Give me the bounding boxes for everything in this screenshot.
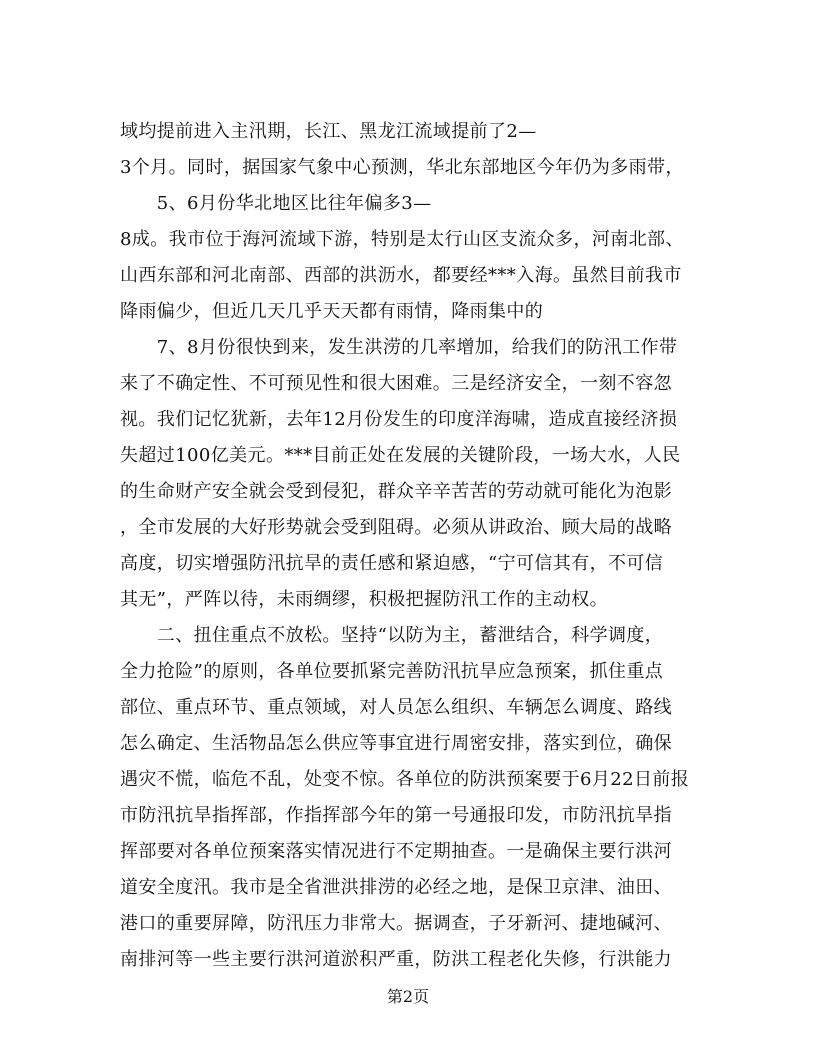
text-line: 其无”，严阵以待，未雨绸缪，积极把握防汛工作的主动权。: [120, 589, 608, 610]
text-line: ，全市发展的大好形势就会受到阻碍。必须从讲政治、顾大局的战略: [120, 517, 672, 538]
page-number: 第2页: [386, 987, 430, 1006]
text-line: 遇灾不慌，临危不乱，处变不惊。各单位的防洪预案要于6月22日前报: [120, 769, 690, 790]
text-line: 3个月。同时，据国家气象中心预测，华北东部地区今年仍为多雨带，: [120, 157, 684, 178]
text-line: 失超过100亿美元。***目前正处在发展的关键阶段，一场大水，人民: [120, 445, 681, 466]
text-line: 来了不确定性、不可预见性和很大困难。三是经济安全，一刻不容忽: [120, 373, 672, 394]
text-line: 域均提前进入主汛期，长江、黑龙江流域提前了2—: [120, 121, 537, 142]
text-line: 怎么确定、生活物品怎么供应等事宜进行周密安排，落实到位，确保: [120, 733, 672, 754]
text-line: 港口的重要屏障，防汛压力非常大。据调查，子牙新河、捷地碱河、: [120, 913, 672, 934]
text-line: 部位、重点环节、重点领域，对人员怎么组织、车辆怎么调度、路线: [120, 697, 672, 718]
text-line: 二、扭住重点不放松。坚持“以防为主，蓄泄结合，科学调度，: [120, 625, 664, 646]
text-line: 视。我们记忆犹新，去年12月份发生的印度洋海啸，造成直接经济损: [120, 409, 678, 430]
text-line: 挥部要对各单位预案落实情况进行不定期抽查。一是确保主要行洪河: [120, 841, 672, 862]
text-line: 降雨偏少，但近几天几乎天天都有雨情，降雨集中的: [120, 301, 544, 322]
text-line: 5、6月份华北地区比往年偏多3—: [120, 193, 432, 214]
text-line: 南排河等一些主要行洪河道淤积严重，防洪工程老化失修，行洪能力: [120, 949, 672, 970]
text-line: 的生命财产安全就会受到侵犯，群众辛辛苦苦的劳动就可能化为泡影: [120, 481, 672, 502]
text-line: 山西东部和河北南部、西部的洪沥水，都要经***入海。虽然目前我市: [120, 265, 682, 286]
text-line: 7、8月份很快到来，发生洪涝的几率增加，给我们的防汛工作带: [120, 337, 678, 358]
text-line: 高度，切实增强防汛抗旱的责任感和紧迫感，“宁可信其有，不可信: [120, 553, 664, 574]
text-line: 全力抢险”的原则，各单位要抓紧完善防汛抗旱应急预案，抓住重点: [120, 661, 664, 682]
text-line: 市防汛抗旱指挥部，作指挥部今年的第一号通报印发，市防汛抗旱指: [120, 805, 672, 826]
text-line: 道安全度汛。我市是全省泄洪排涝的必经之地，是保卫京津、油田、: [120, 877, 672, 898]
text-line: 8成。我市位于海河流域下游，特别是太行山区支流众多，河南北部、: [120, 229, 684, 250]
